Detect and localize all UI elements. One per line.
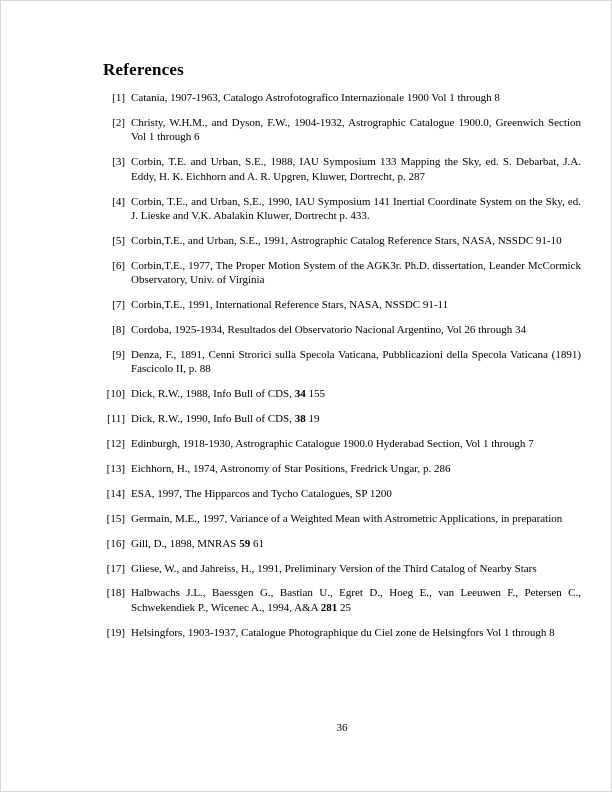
reference-text: 25 [337,601,351,614]
reference-label: [3] [112,156,125,169]
reference-label: [5] [112,234,125,247]
reference-item [103,387,581,401]
reference-item [103,323,581,337]
reference-item [103,462,581,476]
reference-text: Dick, R.W., 1990, Info Bull of CDS, [131,413,295,426]
reference-label: [6] [112,259,125,272]
reference-text: ESA, 1997, The Hipparcos and Tycho Catalogues, SP 1200 [131,487,392,500]
reference-label: [10] [106,388,125,401]
reference-item [103,259,581,288]
reference-text: Gliese, W., and Jahreiss, H., 1991, Preliminary Version of the Third Catalog of Nearby Stars [131,562,537,575]
volume-number: 59 [239,537,251,550]
reference-text: Cordoba, 1925-1934, Resultados del Observatorio Nacional Argentino, Vol 26 through 34 [131,323,527,336]
reference-item [103,234,581,248]
reference-label: [1] [112,92,125,104]
reference-item [103,91,581,105]
reference-list [103,91,581,640]
reference-item [103,586,581,615]
reference-label: [8] [112,323,125,336]
reference-text: Denza, F., 1891, Cenni Strorici sulla Specola Vaticana, Pubblicazioni della Specola Vaticana (1891) Fascicolo II, p. 88 [131,348,581,376]
reference-item [103,116,581,145]
volume-number: 34 [294,388,306,401]
reference-item [103,537,581,551]
reference-item [103,348,581,377]
reference-item [103,298,581,312]
reference-label: [2] [112,116,125,129]
reference-text: 19 [305,413,320,426]
reference-item [103,626,581,640]
reference-text: Christy, W.H.M., and Dyson, F.W., 1904-1932, Astrographic Catalogue 1900.0, Greenwich Section Vol 1 through 6 [131,116,581,144]
reference-text: Edinburgh, 1918-1930, Astrographic Catalogue 1900.0 Hyderabad Section, Vol 1 through 7 [131,438,534,450]
reference-text: Halbwachs J.L., Baessgen G., Bastian U., Egret D., Hoeg E., van Leeuwen F., Petersen C., Schwekendiek P., Wicenec A., 1994, A&A [131,587,581,614]
references-heading: References [103,60,184,79]
reference-text: Gill, D., 1898, MNRAS [131,537,240,550]
reference-text: Corbin,T.E., 1991, International Reference Stars, NASA, NSSDC 91-11 [131,299,449,312]
reference-label: [18] [106,587,125,600]
reference-text: Corbin, T.E., and Urban, S.E., 1990, IAU Symposium 141 Inertial Coordinate System on the Sky, ed. J. Lieske and V.K. Abalakin Kluwer, Dortrecht p. 433. [131,195,581,222]
reference-label: [16] [106,537,125,550]
reference-label: [19] [106,626,125,639]
reference-text: Helsingfors, 1903-1937, Catalogue Photographique du Ciel zone de Helsingfors Vol 1 through 8 [131,626,555,639]
volume-number: 281 [320,601,338,614]
volume-number: 38 [294,413,306,426]
reference-label: [7] [112,299,125,312]
reference-label: [4] [112,195,125,208]
reference-label: [11] [107,413,125,426]
reference-text: 155 [305,388,325,401]
reference-label: [12] [106,438,125,450]
reference-item [103,195,581,224]
reference-item [103,562,581,576]
reference-item [103,437,581,451]
reference-text: 61 [250,537,264,550]
reference-label: [14] [106,487,125,500]
reference-text: Corbin, T.E. and Urban, S.E., 1988, IAU Symposium 133 Mapping the Sky, ed. S. Debarbat, J.A. Eddy, H. K. Eichhorn and A. R. Upgren, Kluwer, Dortrecht, p. 287 [131,156,581,183]
reference-text: Eichhorn, H., 1974, Astronomy of Star Positions, Fredrick Ungar, p. 286 [131,462,451,475]
reference-label: [15] [106,512,125,525]
reference-text: Dick, R.W., 1988, Info Bull of CDS, [131,388,295,401]
reference-label: [13] [106,462,125,475]
page-number: 36 [336,722,348,734]
reference-item [103,487,581,501]
reference-item [103,512,581,526]
reference-text: Germain, M.E., 1997, Variance of a Weighted Mean with Astrometric Applications, in preparation [131,512,563,525]
reference-label: [17] [106,562,125,575]
reference-text: Corbin,T.E., 1977, The Proper Motion System of the AGK3r. Ph.D. dissertation, Leander McCormick Observatory, Univ. of Virginia [131,259,581,287]
reference-item [103,155,581,184]
text-block [103,62,581,651]
reference-text: Corbin,T.E., and Urban, S.E., 1991, Astrographic Catalog Reference Stars, NASA, NSSDC 91-10 [131,234,562,247]
reference-text: Catania, 1907-1963, Catalogo Astrofotografico Internazionale 1900 Vol 1 through 8 [131,92,500,104]
reference-item [103,412,581,426]
reference-label: [9] [112,348,125,361]
